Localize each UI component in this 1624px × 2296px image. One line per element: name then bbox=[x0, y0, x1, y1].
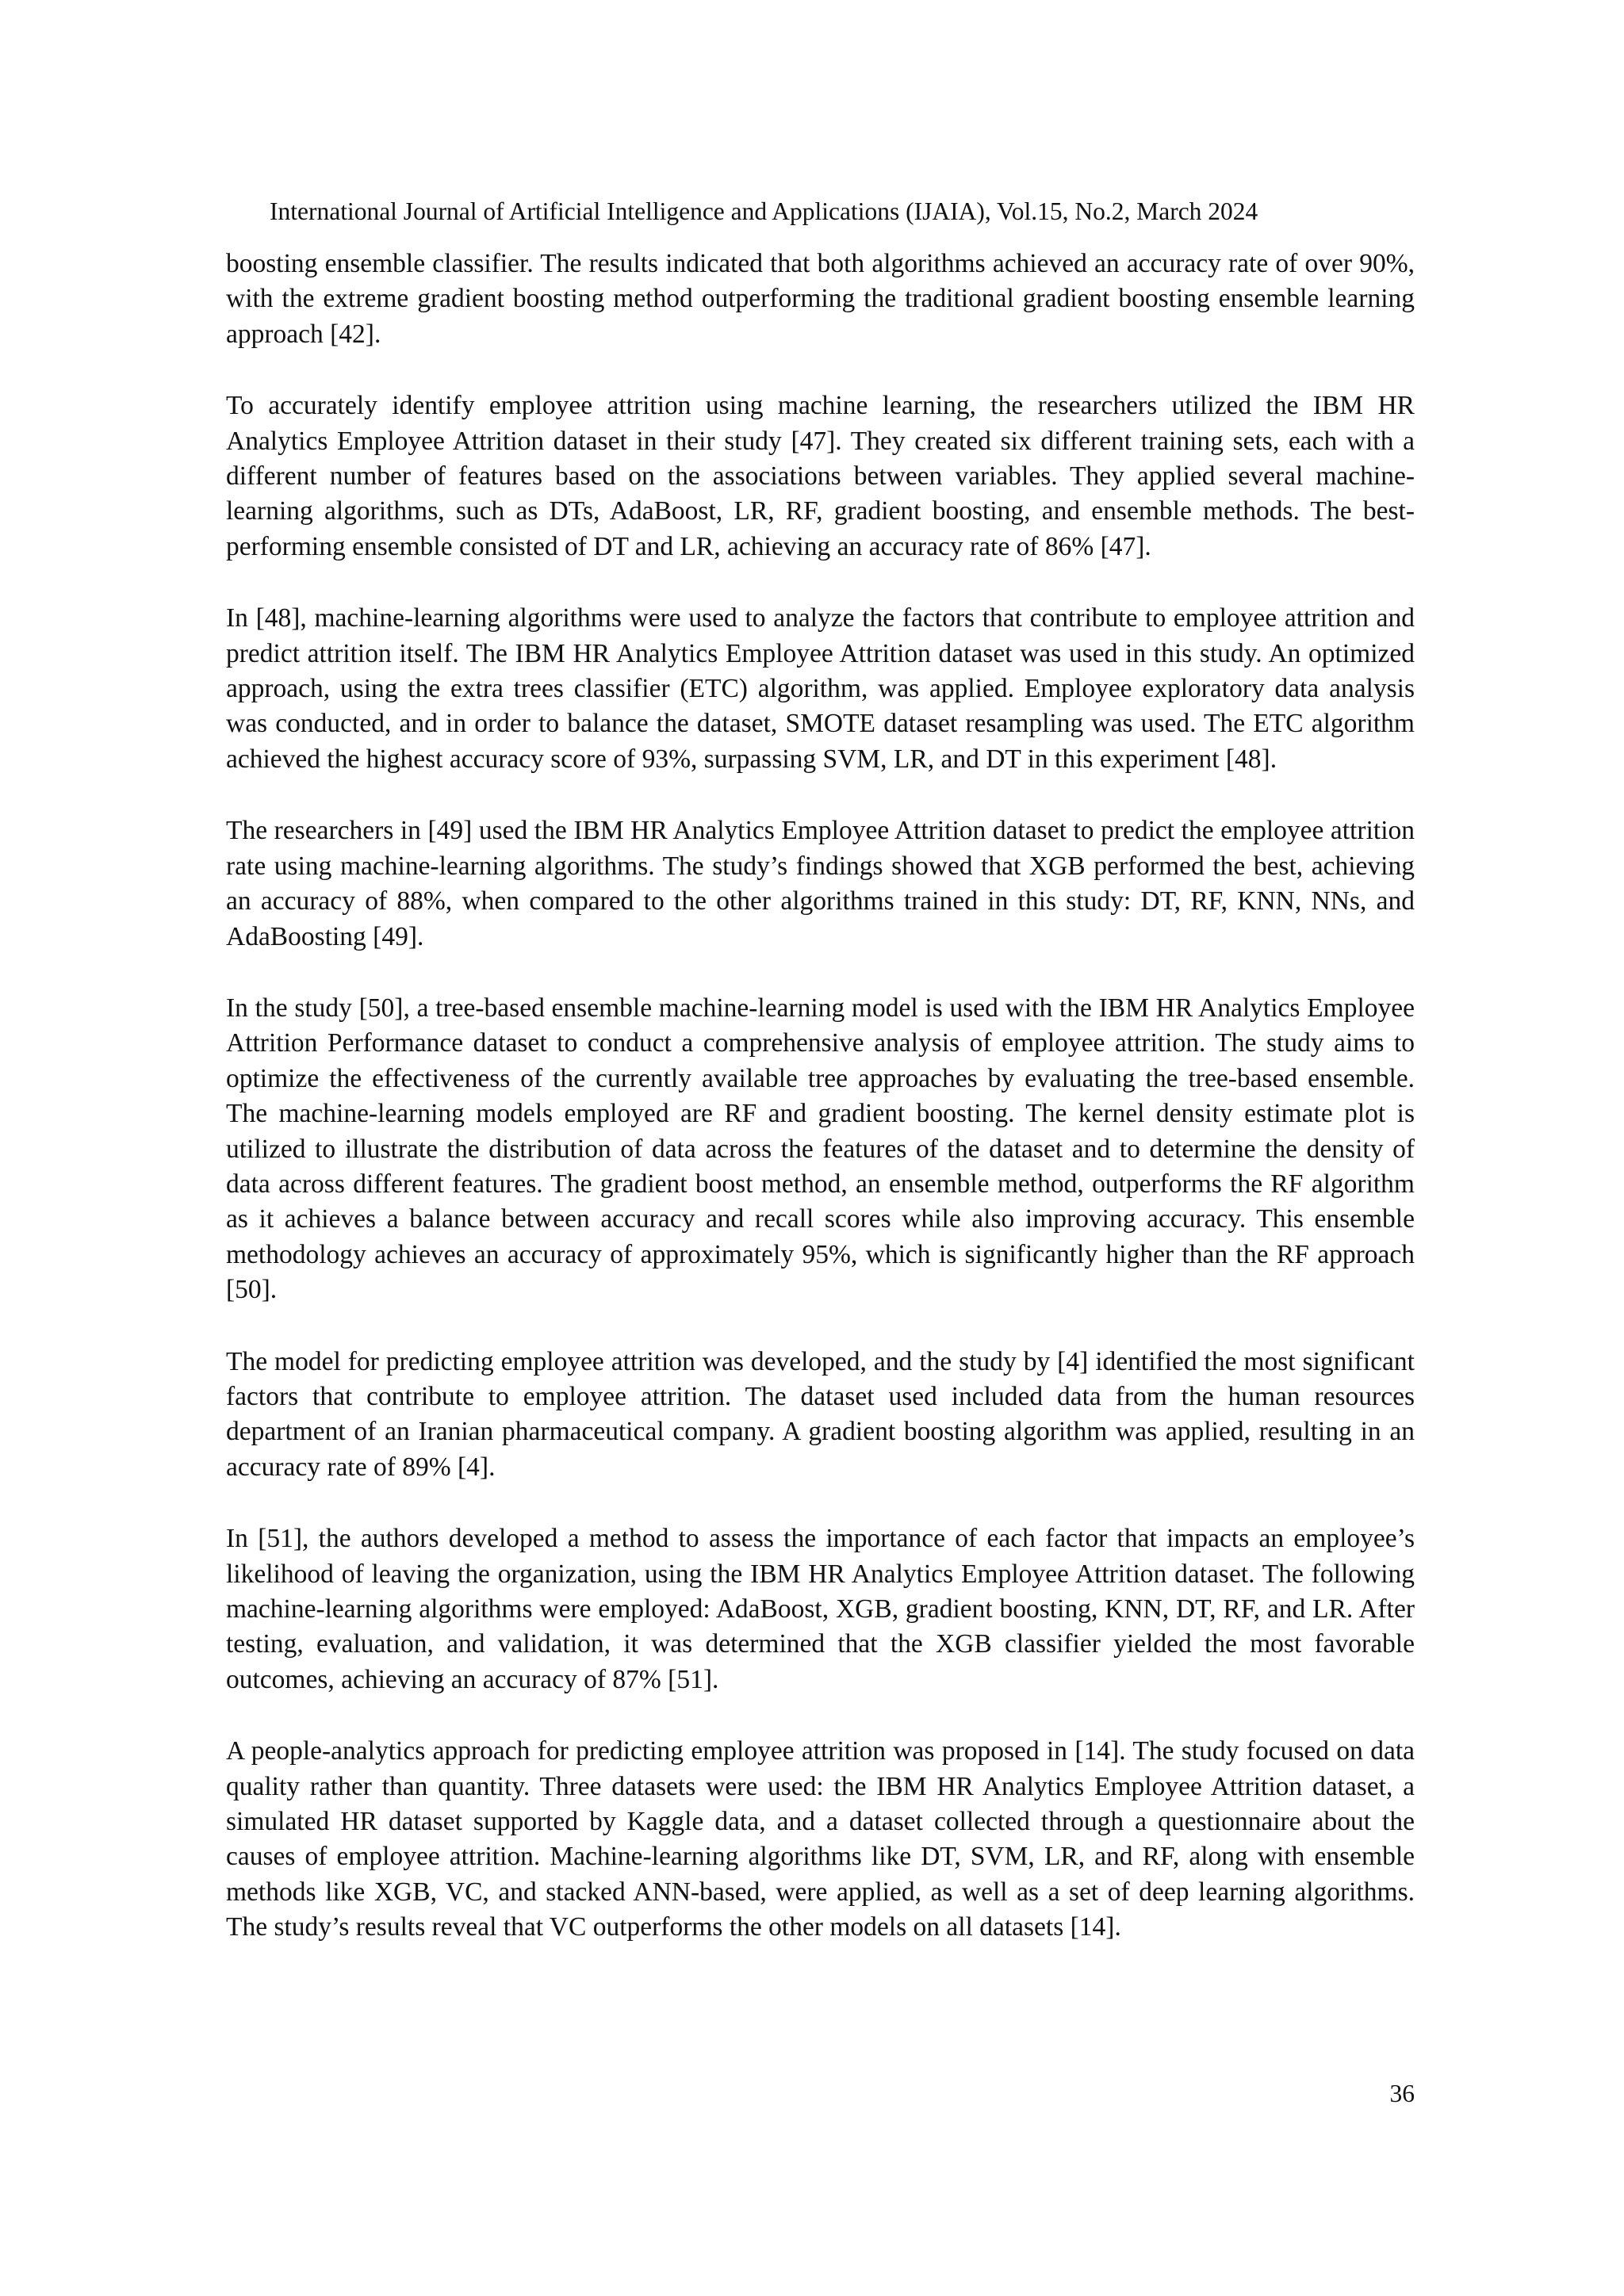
paragraph-ref-48: In [48], machine-learning algorithms were used to analyze the factors that contribute to employee attrition and predict attrition itself. The IBM HR Analytics Employee Attrition dataset was used in this study. An optimized approach, using the extra trees classifier (ETC) algorithm, was applied. Employee exploratory data analysis was conducted, and in order to balance the dataset, SMOTE dataset resampling was used. The ETC algorithm achieved the highest accuracy score of 93%, surpassing SVM, LR, and DT in this experiment [48]. bbox=[226, 603, 1415, 774]
body-text bbox=[226, 247, 1415, 1982]
page-number: 36 bbox=[1389, 2080, 1415, 2107]
paragraph-ref-51: In [51], the authors developed a method to assess the importance of each factor that impacts an employee’s likelihood of leaving the organization, using the IBM HR Analytics Employee Attrition dataset. The following machine-learning algorithms were employed: AdaBoost, XGB, gradient boosting, KNN, DT, RF, and LR. After testing, evaluation, and validation, it was determined that the XGB classifier yielded the most favorable outcomes, achieving an accuracy of 87% [51]. bbox=[226, 1524, 1415, 1694]
paragraph-ref-14: A people-analytics approach for predicting employee attrition was proposed in [14]. The study focused on data quality rather than quantity. Three datasets were used: the IBM HR Analytics Employee Attrition dataset, a simulated HR dataset supported by Kaggle data, and a dataset collected through a questionnaire about the causes of employee attrition. Machine-learning algorithms like DT, SVM, LR, and RF, along with ensemble methods like XGB, VC, and stacked ANN-based, were applied, as well as a set of deep learning algorithms. The study’s results reveal that VC outperforms the other models on all datasets [14]. bbox=[226, 1736, 1415, 1942]
paragraph-ref-47: To accurately identify employee attrition using machine learning, the researchers utilized the IBM HR Analytics Employee Attrition dataset in their study [47]. They created six different training sets, each with a different number of features based on the associations between variables. They applied several machine-learning algorithms, such as DTs, AdaBoost, LR, RF, gradient boosting, and ensemble methods. The best-performing ensemble consisted of DT and LR, achieving an accuracy rate of 86% [47]. bbox=[226, 391, 1415, 561]
running-header: International Journal of Artificial Intelligence and Applications (IJAIA), Vol.15, No.2, March 2024 bbox=[270, 197, 1258, 225]
paragraph-ref-4: The model for predicting employee attrition was developed, and the study by [4] identified the most significant factors that contribute to employee attrition. The dataset used included data from the human resources department of an Iranian pharmaceutical company. A gradient boosting algorithm was applied, resulting in an accuracy rate of 89% [4]. bbox=[226, 1346, 1415, 1482]
paragraph-boosting-ensemble: boosting ensemble classifier. The results indicated that both algorithms achieved an accuracy rate of over 90%, with the extreme gradient boosting method outperforming the traditional gradient boosting ensemble learning approach [42]. bbox=[226, 249, 1415, 349]
paragraph-ref-50: In the study [50], a tree-based ensemble machine-learning model is used with the IBM HR Analytics Employee Attrition Performance dataset to conduct a comprehensive analysis of employee attrition. The study aims to optimize the effectiveness of the currently available tree approaches by evaluating the tree-based ensemble. The machine-learning models employed are RF and gradient boosting. The kernel density estimate plot is utilized to illustrate the distribution of data across the features of the dataset and to determine the density of data across different features. The gradient boost method, an ensemble method, outperforms the RF algorithm as it achieves a balance between accuracy and recall scores while also improving accuracy. This ensemble methodology achieves an accuracy of approximately 95%, which is significantly higher than the RF approach [50]. bbox=[226, 993, 1415, 1305]
paragraph-ref-49: The researchers in [49] used the IBM HR Analytics Employee Attrition dataset to predict the employee attrition rate using machine-learning algorithms. The study’s findings showed that XGB performed the best, achieving an accuracy of 88%, when compared to the other algorithms trained in this study: DT, RF, KNN, NNs, and AdaBoosting [49]. bbox=[226, 816, 1415, 951]
